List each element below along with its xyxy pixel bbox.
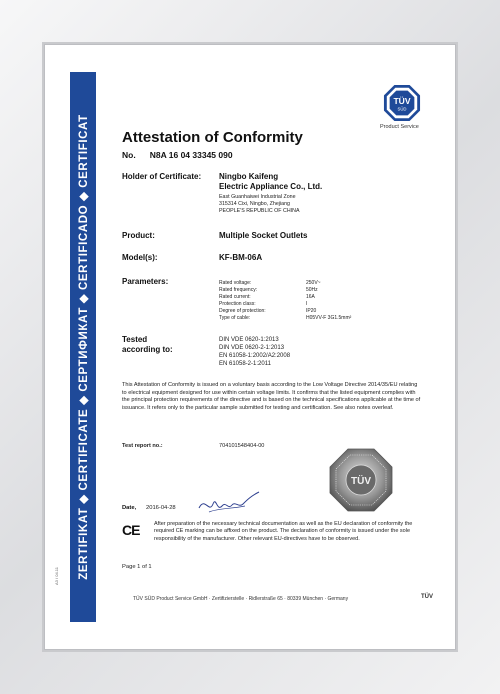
tested-label-line1: Tested	[122, 335, 148, 344]
ce-statement: After preparation of the necessary technical documentation as well as the EU declaration of conformity the required CE marking can be affixed on the product. The declaration of conformity is issued under the sole responsibility of the manufacturer. Other relevant EU-directives have to be observed.	[154, 521, 413, 542]
certificate-number-line	[122, 150, 233, 160]
hologram-seal-icon	[329, 448, 393, 512]
holder-name-line1: Ningbo Kaifeng	[219, 172, 279, 181]
holder-address-line2: 315314 Cixi, Ningbo, Zhejiang	[219, 201, 290, 207]
conformity-statement: This Attestation of Conformity is issued on a voluntary basis according to the Low Voltage Directive 2014/35/EU relating to electrical equipment designed for use within certain voltage limits. It confirms that the listed equipment complies with the principal protection requirements of the directive and is based on the technical specifications applicable at the time of issuance. It refers only to the particular sample submitted for testing and certification. See also notes overleaf.	[122, 382, 421, 411]
footer-address: TÜV SÜD Product Service GmbH · Zertifizierstelle · Ridlerstraße 65 · 80339 München · Germany	[133, 596, 349, 602]
product-value: Multiple Socket Outlets	[219, 231, 308, 240]
page-number: Page 1 of 1	[122, 564, 152, 570]
param-name: Type of cable:	[219, 315, 251, 321]
ce-mark: CE	[122, 522, 140, 538]
model-label: Model(s):	[122, 253, 158, 262]
param-value: 250V~	[306, 280, 321, 286]
seal-text: TÜV	[351, 476, 371, 487]
product-label: Product:	[122, 231, 155, 240]
certificate-no-label: No.	[122, 150, 136, 160]
tuv-sud-logo-icon	[383, 84, 421, 122]
date-label: Date,	[122, 505, 137, 511]
holder-address-line1: East Guanhaiwei Industrial Zone	[219, 194, 296, 200]
test-report-value: 704101548404-00	[219, 443, 265, 449]
param-value: IP20	[306, 308, 317, 314]
standard-item: EN 61058-2-1:2011	[219, 361, 271, 367]
param-name: Protection class:	[219, 301, 256, 307]
holder-address-line3: PEOPLE'S REPUBLIC OF CHINA	[219, 208, 300, 214]
param-name: Rated current:	[219, 294, 251, 300]
side-stripe-text: ZERTIFIKAT ◆ CERTIFICATE ◆ СЕРТИФИКАТ ◆ CERTIFICADO ◆ CERTIFICAT	[78, 114, 90, 580]
signature-icon	[195, 486, 265, 516]
holder-name-line2: Electric Appliance Co., Ltd.	[219, 182, 323, 191]
date-value: 2016-04-28	[146, 505, 176, 511]
param-value: 16A	[306, 294, 315, 300]
standard-item: DIN VDE 0620-2-1:2013	[219, 345, 285, 351]
model-value: KF-BM-06A	[219, 253, 263, 262]
param-value: 50Hz	[306, 287, 318, 293]
test-report-label: Test report no.:	[122, 443, 163, 449]
param-value: H05VV-F 3G1.5mm²	[306, 315, 352, 321]
param-name: Rated frequency:	[219, 287, 258, 293]
param-name: Rated voltage:	[219, 280, 252, 286]
param-name: Degree of protection:	[219, 308, 266, 314]
logo-caption: Product Service	[380, 124, 419, 130]
param-value: I	[306, 301, 308, 307]
parameters-label: Parameters:	[122, 277, 169, 286]
side-code: A3 / 04.11	[54, 567, 59, 585]
footer-mark: TÜV	[421, 594, 433, 600]
holder-label: Holder of Certificate:	[122, 172, 202, 181]
standard-item: EN 61058-1:2002/A2:2008	[219, 353, 291, 359]
standard-item: DIN VDE 0620-1:2013	[219, 337, 279, 343]
logo-name: TÜV	[393, 95, 411, 106]
side-stripe	[70, 72, 96, 622]
document-title: Attestation of Conformity	[122, 129, 303, 146]
certificate-number: N8A 16 04 33345 090	[149, 150, 233, 160]
tested-label-line2: according to:	[122, 345, 173, 354]
logo-sub: SÜD	[397, 106, 407, 112]
